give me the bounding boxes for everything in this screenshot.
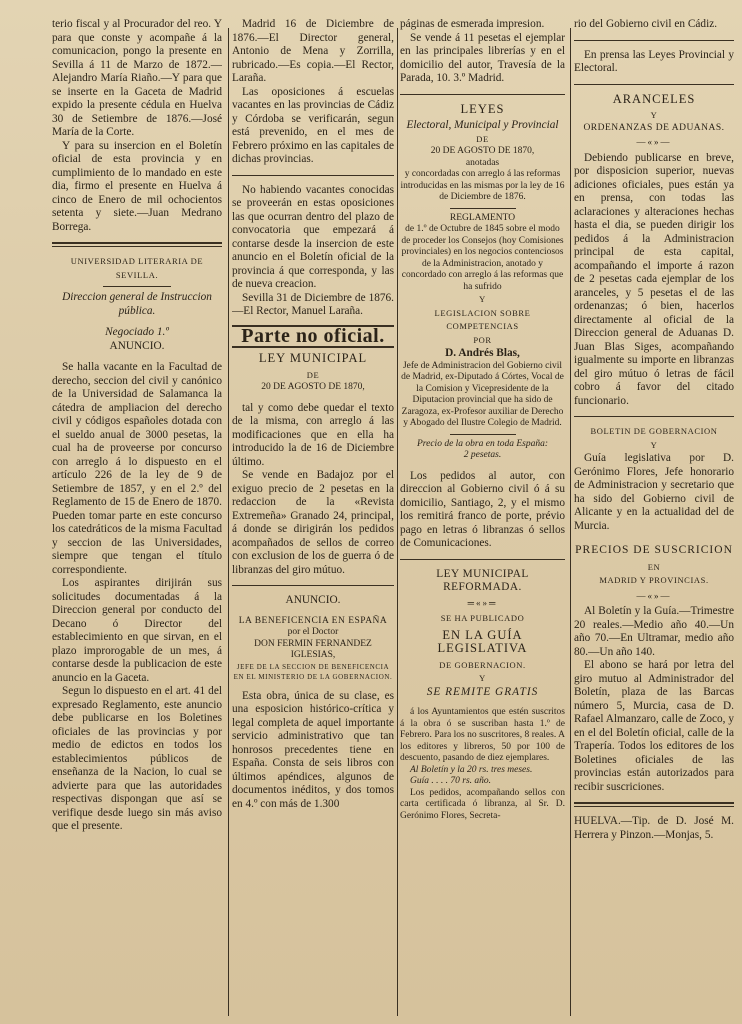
- y-separator: Y: [650, 439, 658, 450]
- paginas-text: páginas de esmerada impresion.: [400, 18, 545, 30]
- column-rule: [397, 28, 398, 1016]
- ordenanzas-heading: ORDENANZAS DE ADUANAS.: [583, 122, 725, 133]
- section-divider: [574, 802, 734, 807]
- column-rule: [570, 28, 571, 1016]
- ornament: —«»—: [636, 137, 672, 147]
- section-divider: [400, 94, 565, 95]
- legislacion-heading: LEGISLACION SOBRE COMPETENCIAS: [434, 307, 531, 331]
- cedula-text: terio fiscal y al Procurador del reo. Y para que conste y acompañe á la comunicacion, pongo la presente en Sevilla á 11 de Marzo de 1872.—Alejandro María Riaño.—Y para que se inserte en la Gaceta de Madrid expido la presente cédula en Huelva 30 de Setiembre de 1876.—José María de la Corte.: [52, 18, 222, 138]
- leyes-heading: LEYES: [460, 101, 505, 116]
- reformada-heading: LEY MUNICIPAL REFORMADA.: [436, 567, 529, 593]
- cadiz-text: rio del Gobierno civil en Cádiz.: [574, 18, 718, 30]
- abono-text: El abono se hará por letra del giro mutuo al Administrador del Boletín, plaza de las Barcas número 5, Murcia, casa de D. Rafael Almanzaro, calle de Zoco, y en el del Boletín oficial, calle de la Trapería. Todos los editores de los Boletines oficiales de las provincias están autorizados para recibir suscriciones.: [574, 659, 734, 793]
- section-divider: [52, 242, 222, 247]
- boletin-heading: BOLETIN DE GOBERNACION: [590, 426, 718, 436]
- negociado-heading: Negociado 1.º: [105, 326, 169, 338]
- badajoz-text: Se vende en Badajoz por el exiguo precio de 2 pesetas en la redaccion de la «Revista Extremeña» Granado 24, principal, á donde se dirigirán los pedidos acompañados de sellos de correo con exclusion de los de guerra ó de libranzas del giro mútuo.: [232, 469, 394, 576]
- column-rule: [228, 28, 229, 1016]
- y-separator: Y: [479, 294, 486, 304]
- ley-date: 20 DE AGOSTO DE 1870,: [261, 382, 365, 392]
- pedidos-flores-text: Los pedidos, acompañando sellos con carta certificada ó libranza, al Sr. D. Gerónimo Flores, Secreta-: [400, 787, 565, 821]
- direccion-heading: Direccion general de Instruccion pública.: [62, 291, 212, 317]
- author-title: JEFE DE LA SECCION DE BENEFICENCIA EN EL MINISTERIO DE LA GOBERNACION.: [233, 662, 393, 681]
- tarifas-text: Al Boletín y la Guía.—Trimestre 20 reales.—Medio año 40.—Un año 70.—En Ultramar, medio año 80.—Un año 140.: [574, 605, 734, 658]
- ley-text: tal y como debe quedar el texto de la misma, con arreglo á las modificaciones que en ella ha introducido la de 16 de Diciembre último.: [232, 401, 394, 468]
- section-divider: [400, 559, 565, 560]
- aduanas-text: Debiendo publicarse en breve, por disposicion superior, nuevas adiciones oficiales, pues están ya en prensa, con todas las aclaraciones y alteraciones hechas hasta el dia, se pueden dirigir los pedidos á la Administracion principal de esta capital, acompañando el importe á razon de 2 pesetas cada ejemplar de los aranceles, y 5 pesetas el de las ordenanzas; ó bien, hacerlos directamente al oficial de la Direccion general de Aduanas D. Juan Blas Siges, acompañando igualmente su importe en libranzas del giro mútuo ó letras de fácil cobro á favor del citado funcionario.: [574, 151, 734, 407]
- gobernacion-label: DE GOBERNACION.: [439, 659, 526, 670]
- anuncio-heading: ANUNCIO.: [109, 339, 165, 352]
- author-name: D. Andrés Blas,: [445, 347, 520, 359]
- remite-heading: SE REMITE GRATIS: [426, 685, 539, 698]
- aranceles-heading: ARANCELES: [612, 91, 696, 106]
- column-3: [400, 18, 565, 1014]
- guia-heading: EN LA GUÍA LEGISLATIVA: [437, 627, 528, 655]
- venta-text: Se vende á 11 pesetas el ejemplar en las principales librerías y en el domicilio del autor, Travesía de la Parada, 10. 3.º Madrid.: [400, 31, 565, 84]
- anuncio-heading-2: ANUNCIO.: [285, 594, 341, 606]
- ayuntamientos-text: á los Ayuntamientos que estén suscritos á la obra ó se suscriban hasta 1.º de Febrero. Para los no suscritores, 8 reales. A los editores y libreros, 50 por 100 de descuento, pasando de diez ejemplares.: [400, 707, 565, 763]
- column-2: [232, 18, 394, 1014]
- section-divider: [574, 416, 734, 417]
- en-prensa-text: En prensa las Leyes Provincial y Electoral.: [574, 48, 734, 74]
- por-doctor: por el Doctor: [287, 627, 339, 637]
- vacante-text: Se halla vacante en la Facultad de derecho, seccion del civil y canónico de la Universidad de Salamanca la cátedra de ampliacion del derecho civil y códigos españoles dotada con el sueldo anual de 3000 pesetas, la cual ha de proveerse por concurso con arreglo á lo dispuesto en el artículo 226 de la ley de 9 de Setiembre de 1857, y en el 2.º del Reglamento de 15 de Enero de 1870. Pueden tomar parte en este concurso los catedráticos de la misma Facultad y seccion de las Universidades, siempre que tengan el título correspondiente.: [52, 361, 222, 576]
- short-rule: [450, 434, 516, 435]
- aspirantes-text: Los aspirantes dirijirán sus solicitudes documentadas á la Direccion general por conducto del Decano ó Director del establecimiento en que sirvan, en el plazo improrogable de un mes, á contarse desde la publicacion de este anuncio en la Gaceta.: [52, 577, 222, 684]
- y-separator: Y: [479, 673, 486, 683]
- precio-value: 2 pesetas.: [463, 450, 502, 460]
- price-guia: Guía . . . . 70 rs. año.: [410, 776, 492, 786]
- precios-heading: PRECIOS DE SUSCRICION: [575, 544, 733, 556]
- short-rule: [450, 208, 516, 209]
- reglamento-desc: de 1.º de Octubre de 1845 sobre el modo de proceder los Consejos (hoy Comisiones provinciales) en los negocios contenciosos de la Administracion, anotado y concordado con arreglo á las reformas que ha sufrido: [401, 224, 564, 292]
- section-divider: [232, 175, 394, 176]
- leyes-date: 20 DE AGOSTO DE 1870,: [430, 146, 535, 156]
- beneficencia-title: LA BENEFICENCIA EN ESPAÑA: [238, 615, 388, 626]
- ley-municipal-heading: LEY MUNICIPAL: [258, 351, 368, 365]
- y-separator: Y: [650, 110, 658, 120]
- concordadas-text: y concordadas con arreglo á las reformas introducidas en las mismas por la ley de 16 de Diciembre de 1876.: [400, 169, 565, 202]
- ornament: —«»—: [636, 590, 672, 601]
- section-divider: [232, 585, 394, 586]
- sevilla-signature: Sevilla 31 de Diciembre de 1876.—El Rector, Manuel Laraña.: [232, 291, 394, 317]
- pedidos-text: Los pedidos al autor, con direccion al Gobierno civil ó á su domicilio, Santiago, 2, y el mismo los remitirá franco de porte, prévio pago en letras ó libranzas ó sellos de Comunicaciones.: [400, 469, 565, 549]
- reglamento-text: Segun lo dispuesto en el art. 41 del expresado Reglamento, este anuncio debe publicarse en los Boletines oficiales de las provincias y por medio de edictos en todos los establecimientos públicos de enseñanza de la Nacion, lo cual se advierte para que las autoridades respectivas dispongan que así se verifique desde luego sin más aviso que el presente.: [52, 685, 222, 832]
- section-divider: [574, 40, 734, 41]
- por-label: POR: [473, 334, 492, 345]
- en-label: EN: [647, 561, 661, 572]
- university-heading: UNIVERSIDAD LITERARIA DE SEVILLA.: [70, 256, 204, 280]
- obra-text: Esta obra, única de su clase, es una esposicion histórico-crítica y legal completa de aquel importante servicio administrativo que tan honrosos precedentes tiene en España. Consta de seis libros con últimos apéndices, algunos de documentos inéditos, y dos tomos en 4.º con más de 1.300: [232, 689, 394, 810]
- ornament: ═«»═: [467, 597, 498, 608]
- section-divider: [574, 84, 734, 85]
- guia-legislativa-text: Guía legislativa por D. Gerónimo Flores, Jefe honorario de Administracion y secretario que ha sido del Gobierno civil de Alicante y en la actualidad del de Murcia.: [574, 452, 734, 532]
- short-rule: [103, 286, 171, 287]
- parte-no-oficial-title: Parte no oficial.: [232, 325, 394, 349]
- price-boletin: Al Boletín y la 20 rs. tres meses.: [410, 764, 533, 775]
- leyes-de: DE: [476, 133, 489, 144]
- imprenta-footer: HUELVA.—Tip. de D. José M. Herrera y Pinzon.—Monjas, 5.: [574, 815, 734, 841]
- column-4: [574, 18, 734, 1014]
- electoral-heading: Electoral, Municipal y Provincial: [406, 119, 559, 131]
- reglamento-heading: REGLAMENTO: [449, 212, 516, 223]
- insercion-text: Y para su insercion en el Boletín oficial de esta provincia y en cumplimiento de lo mandado en este dia, firmo el presente en Huelva á cinco de Enero de mil ochocientos setenta y siete.—Juan Medrano Borrega.: [52, 139, 222, 233]
- author-credentials: Jefe de Administracion del Gobierno civil de Madrid, ex-Diputado á Córtes, Vocal de la Comision y Vicepresidente de la Diputacion provincial que ha sido de Zaragoza, ex-Profesor auxiliar de Derecho y Abogado del Ilustre Colegio de Madrid.: [401, 360, 564, 428]
- ley-de: DE: [306, 369, 320, 380]
- madrid-signature: Madrid 16 de Diciembre de 1876.—El Director general, Antonio de Mena y Zorrilla, rubricado.—Es copia.—El Rector, Laraña.: [232, 18, 394, 84]
- column-1: [52, 18, 222, 1014]
- vacantes-text: No habiendo vacantes conocidas se proveerán en estas oposiciones las que ocurran dentro del plazo de convocatoria que empezará á contarse desde la insercion de este anuncio en el Boletín oficial de la provincia á que corresponda, y las de nueva creacion.: [232, 183, 394, 290]
- publicado-label: SE HA PUBLICADO: [440, 613, 525, 623]
- author-name: DON FERMIN FERNANDEZ IGLESIAS,: [254, 638, 372, 660]
- precio-label: Precio de la obra en toda España:: [416, 438, 549, 449]
- madrid-provincias: MADRID Y PROVINCIAS.: [599, 575, 709, 585]
- oposiciones-text: Las oposiciones á escuelas vacantes en las provincias de Cádiz y Córdoba se verificarán, segun está prevenido, en el mes de Febrero próximo en las capitales de dichas provincias.: [232, 85, 394, 165]
- anotadas: anotadas: [465, 157, 500, 168]
